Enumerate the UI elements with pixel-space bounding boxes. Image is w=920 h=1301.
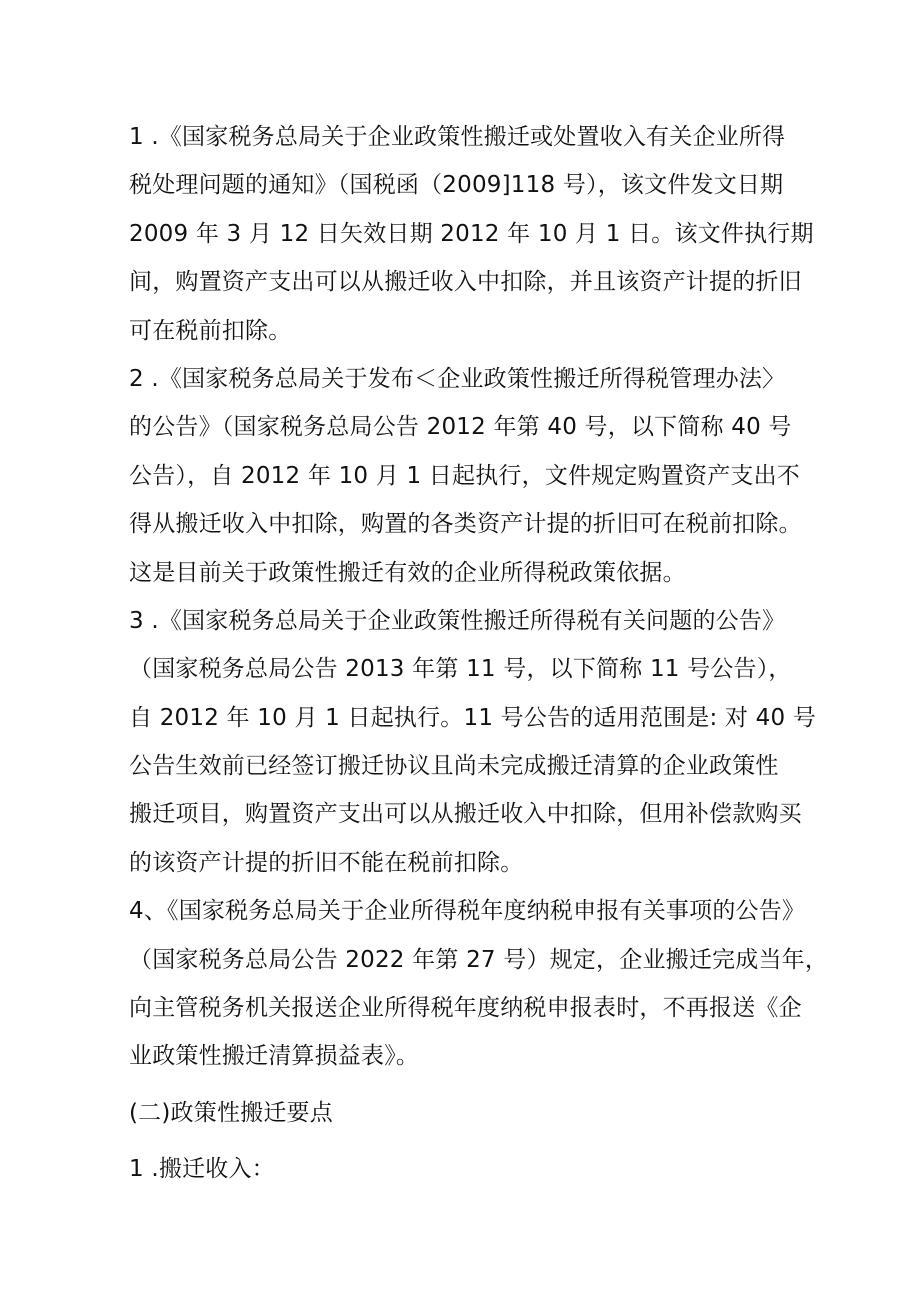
text-line: （国家税务总局公告 2022 年第 27 号）规定，企业搬迁完成当年， [129,946,829,973]
text-line: 搬迁项目，购置资产支出可以从搬迁收入中扣除，但用补偿款购买 [129,801,802,828]
text-line: 税处理问题的通知》（国税函（2009]118 号），该文件发文日期 [129,172,784,199]
text-line: 公告生效前已经签订搬迁协议且尚未完成搬迁清算的企业政策性 [129,753,779,780]
text-line: 自 2012 年 10 月 1 日起执行。11 号公告的适用范围是: 对 40 号 [129,704,817,731]
text-line: 公告），自 2012 年 10 月 1 日起执行，文件规定购置资产支出不 [129,462,800,489]
text-line: 间，购置资产支出可以从搬迁收入中扣除，并且该资产计提的折旧 [129,269,802,296]
text-line: 3 .《国家税务总局关于企业政策性搬迁所得税有关问题的公告》 [129,607,786,634]
text-line: 1 .《国家税务总局关于企业政策性搬迁或处置收入有关企业所得 [129,124,786,150]
text-line: 这是目前关于政策性搬迁有效的企业所得税政策依据。 [129,559,686,586]
text-line: 得从搬迁收入中扣除，购置的各类资产计提的折旧可在税前扣除。 [129,511,802,538]
text-line: 向主管税务机关报送企业所得税年度纳税申报表时，不再报送《企 [129,995,802,1022]
paragraph-item-4 [129,887,829,1081]
paragraph-item-2 [129,355,819,597]
document-body [129,113,829,1194]
section-heading: (二)政策性搬迁要点 [129,1099,333,1126]
text-line: 的该资产计提的折旧不能在税前扣除。 [129,849,524,876]
text-line: 2 .《国家税务总局关于发布＜企业政策性搬迁所得税管理办法〉 [129,365,786,392]
text-line: 业政策性搬迁清算损益表》。 [129,1043,420,1070]
sub-item-heading: 1 .搬迁收入： [129,1156,275,1183]
text-line: 4、《国家税务总局关于企业所得税年度纳税申报有关事项的公告》 [129,898,806,925]
text-line: 的公告》（国家税务总局公告 2012 年第 40 号，以下简称 40 号 [129,414,792,441]
text-line: 2009 年 3 月 12 日矢效日期 2012 年 10 月 1 日。该文件执行期 [129,220,814,247]
text-line: 可在税前扣除。 [129,317,292,344]
paragraph-item-3 [129,597,819,887]
text-line: （国家税务总局公告 2013 年第 11 号，以下简称 11 号公告）， [129,656,792,683]
paragraph-item-1 [129,113,819,355]
